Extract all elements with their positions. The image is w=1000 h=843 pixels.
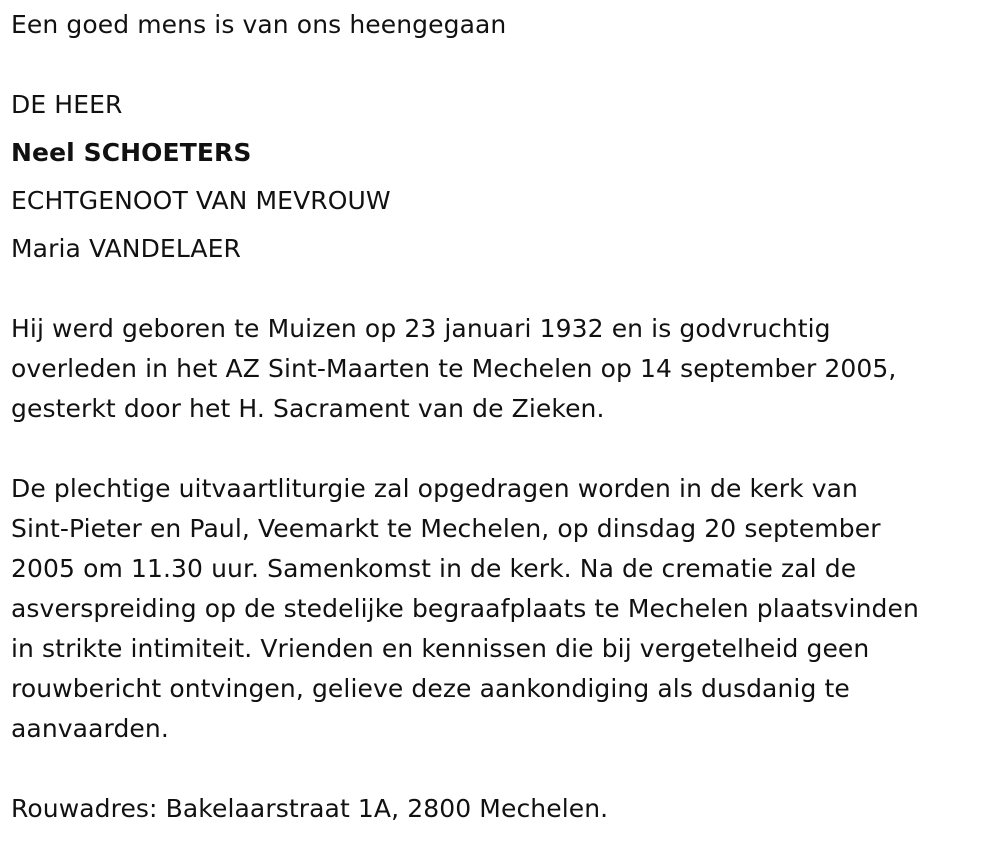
spouse-label: ECHTGENOOT VAN MEVROUW [11, 186, 391, 215]
paragraph-line: overleden in het AZ Sint-Maarten te Mechelen op 14 september 2005, [11, 354, 897, 383]
paragraph-line: De plechtige uitvaartliturgie zal opgedragen worden in de kerk van [11, 474, 858, 503]
paragraph-line: in strikte intimiteit. Vrienden en kennissen die bij vergetelheid geen [11, 634, 870, 663]
intro-line: Een goed mens is van ons heengegaan [11, 10, 507, 39]
paragraph-line: Hij werd geboren te Muizen op 23 januari 1932 en is godvruchtig [11, 314, 831, 343]
funeral-paragraph [11, 469, 986, 749]
paragraph-line: Sint-Pieter en Paul, Veemarkt te Mechelen, op dinsdag 20 september [11, 514, 881, 543]
birth-paragraph [11, 309, 986, 429]
spouse-name: Maria VANDELAER [11, 234, 242, 263]
paragraph-line: rouwbericht ontvingen, gelieve deze aankondiging als dusdanig te [11, 674, 850, 703]
paragraph-line: gesterkt door het H. Sacrament van de Zieken. [11, 394, 605, 423]
paragraph-line: 2005 om 11.30 uur. Samenkomst in de kerk. Na de crematie zal de [11, 554, 857, 583]
paragraph-line: aanvaarden. [11, 714, 169, 743]
paragraph-line: asverspreiding op de stedelijke begraafplaats te Mechelen plaatsvinden [11, 594, 919, 623]
address-line: Rouwadres: Bakelaarstraat 1A, 2800 Mechelen. [11, 794, 609, 823]
deceased-name: Neel SCHOETERS [11, 138, 252, 167]
title-line: DE HEER [11, 90, 123, 119]
